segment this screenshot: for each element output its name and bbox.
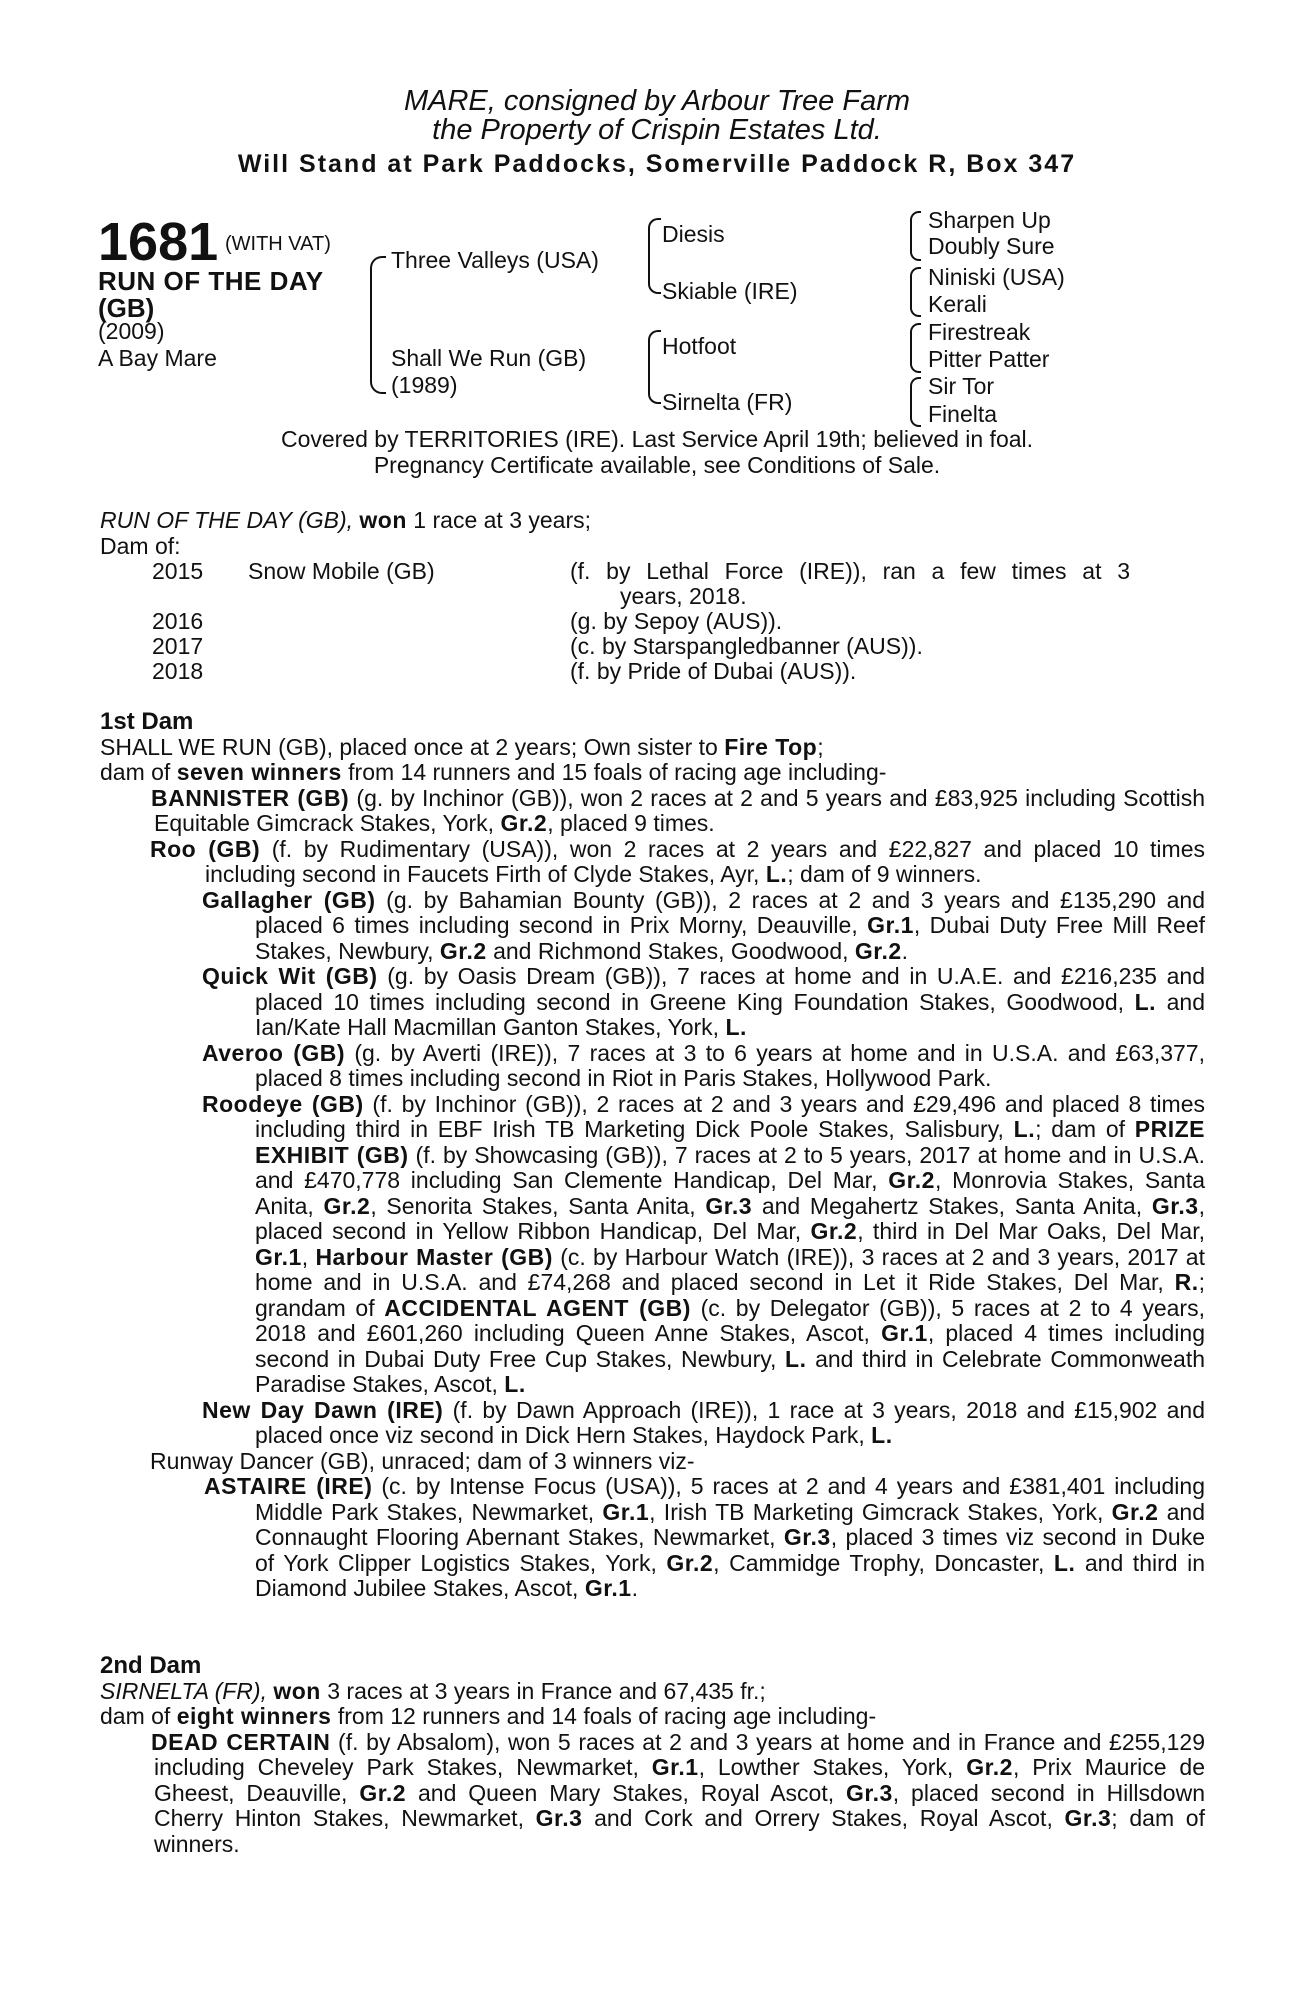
lot-number: 1681	[98, 212, 219, 272]
horse-name: Roodeye (GB)	[202, 1090, 364, 1117]
grade: Gr.2	[359, 1779, 407, 1806]
horse-name: DEAD CERTAIN	[151, 1728, 331, 1755]
text: , Cammidge Trophy, Doncaster,	[713, 1549, 1054, 1576]
text: (f. by Dawn Approach (IRE)), 1 race at 3 years, 2018 and £15,902 and placed once viz second in Dick Hern Stakes, Haydock Park,	[255, 1396, 1206, 1448]
entry-runway-dancer: Runway Dancer (GB), unraced; dam of 3 winners viz-	[150, 1447, 695, 1474]
text: .	[631, 1575, 638, 1601]
grade: Gr.2	[666, 1549, 714, 1576]
text: ; dam of	[1035, 1116, 1135, 1142]
horse-name: Harbour Master (GB)	[315, 1243, 553, 1270]
grade: Gr.3	[705, 1192, 753, 1219]
grade: Gr.2	[854, 937, 902, 964]
horse-name: ACCIDENTAL AGENT (GB)	[384, 1294, 691, 1321]
grade: L.	[1134, 988, 1157, 1015]
grade: L.	[504, 1371, 526, 1397]
text: (g. by Oasis Dream (GB)), 7 races at home and in U.A.E. and £216,235 and placed 10 times including second in Greene King Foundation Stakes, Goodwood,	[255, 963, 1205, 1015]
pedigree-brace-ss	[910, 211, 921, 261]
text: .	[901, 937, 909, 964]
progeny-year: 2015	[152, 558, 204, 584]
text: (f. by Rudimentary (USA)), won 2 races at 2 years and £22,827 and placed 10 times including second in Faucets Firth of Clyde Stakes, Ayr,	[205, 835, 1205, 887]
pedigree-dam-dam: Sirnelta (FR)	[662, 389, 793, 415]
grade: Gr.1	[881, 1320, 928, 1346]
pedigree-dam-sire: Hotfoot	[662, 333, 737, 359]
text: , placed 3 times viz second in Duke of York Clipper Logistics Stakes, York,	[255, 1524, 1205, 1576]
text: and Ian/Kate Hall Macmillan Ganton Stakes, York,	[255, 988, 1206, 1040]
pedigree-dds: Sir Tor	[928, 373, 995, 399]
first-dam-produce	[100, 760, 1205, 786]
text: SHALL WE RUN (GB), placed once at 2 years; Own sister to	[100, 733, 725, 760]
text: and Richmond Stakes, Goodwood,	[486, 937, 855, 964]
text: , Senorita Stakes, Santa Anita,	[370, 1192, 706, 1219]
dam-of-label: Dam of:	[100, 533, 181, 559]
text: (c. by Intense Focus (USA)), 5 races at 2 and 4 years and £381,401 including Middle Park Stakes, Newmarket,	[255, 1473, 1205, 1525]
grade: Gr.1	[584, 1575, 632, 1601]
progeny-name: Snow Mobile (GB)	[248, 558, 435, 584]
text: (c. by Harbour Watch (IRE)), 3 races at 2 and 3 years, 2017 at home and in U.S.A. and £74,268 and placed second in Let it Ride Stakes, Del Mar,	[255, 1243, 1205, 1295]
grade: Gr.1	[867, 912, 914, 938]
grade: Gr.3	[783, 1524, 831, 1550]
text: ; dam of winners.	[154, 1805, 1205, 1857]
grade: L.	[1053, 1549, 1076, 1576]
stand-location: Will Stand at Park Paddocks, Somerville Paddock R, Box 347	[237, 150, 1077, 178]
text: and third in Diamond Jubilee Stakes, Ascot,	[255, 1549, 1205, 1601]
text: (f. by Inchinor (GB)), 2 races at 2 and 3 years and £29,496 and placed 8 times including third in EBF Irish TB Marketing Dick Poole Stakes, Salisbury,	[255, 1090, 1206, 1142]
winners-count: seven winners	[176, 759, 342, 785]
entry-roo	[100, 837, 1205, 888]
text: ;	[817, 733, 824, 760]
grade: Gr.1	[651, 1754, 699, 1780]
progeny-detail: (c. by Starspangledbanner (AUS)).	[570, 633, 923, 659]
text: , placed second in Yellow Ribbon Handicap, Del Mar,	[255, 1192, 1205, 1244]
progeny-detail-cont: years, 2018.	[620, 583, 747, 609]
progeny-year: 2016	[152, 608, 204, 634]
second-dam-section	[100, 1653, 1205, 1857]
grade: R.	[1174, 1269, 1199, 1295]
pedigree-ssd: Doubly Sure	[928, 233, 1055, 259]
progeny-year: 2017	[152, 633, 204, 659]
text: dam of	[100, 1703, 177, 1729]
mare-won: won	[359, 507, 407, 533]
grade: Gr.2	[1111, 1498, 1159, 1525]
pedigree-dam: Shall We Run (GB)	[391, 345, 587, 371]
pedigree-brace-main	[370, 256, 386, 394]
text: (f. by Showcasing (GB)), 7 races at 2 to 5 years, 2017 at home and in U.S.A. and £470,778 including San Clemente Handicap, Del Mar,	[255, 1141, 1205, 1193]
text: 3 races at 3 years in France and 67,435 fr.;	[320, 1677, 766, 1704]
consignor-line: MARE, consigned by Arbour Tree Farm	[403, 85, 911, 117]
pedigree-dsd: Pitter Patter	[928, 346, 1050, 372]
grade: Gr.2	[888, 1167, 935, 1193]
grade: L.	[725, 1014, 747, 1040]
grade: Gr.1	[602, 1498, 650, 1525]
grade: Gr.2	[810, 1218, 858, 1244]
horse-name: RUN OF THE DAY	[98, 266, 324, 296]
entry-bannister	[100, 786, 1205, 837]
grade: Gr.2	[323, 1192, 371, 1219]
grade: Gr.3	[1064, 1805, 1112, 1831]
entry-gallagher	[100, 888, 1205, 965]
pedigree-dss: Firestreak	[928, 319, 1031, 345]
pedigree-ddd: Finelta	[928, 401, 998, 427]
vat-label: (WITH VAT)	[225, 233, 331, 255]
progeny-detail: (g. by Sepoy (AUS)).	[570, 608, 783, 634]
text: (f. by Absalom), won 5 races at 2 and 3 years at home and in France and £255,129 including Cheveley Park Stakes, Newmarket,	[154, 1728, 1205, 1780]
pedigree-brace-sire	[648, 218, 661, 294]
horse-name: Gallagher (GB)	[202, 886, 376, 913]
text: (g. by Averti (IRE)), 7 races at 3 to 6 years at home and in U.S.A. and £63,377, placed 8 times including second in Riot in Paris Stakes, Hollywood Park.	[255, 1039, 1205, 1091]
text: , third in Del Mar Oaks, Del Mar,	[857, 1218, 1206, 1244]
text: , placed 9 times.	[547, 810, 715, 836]
grade: Gr.3	[846, 1779, 893, 1806]
grade: L.	[871, 1422, 893, 1448]
second-dam-summary	[100, 1679, 1205, 1705]
text: (c. by Delegator (GB)), 5 races at 2 to 4 years, 2018 and £601,260 including Queen Anne Stakes, Ascot,	[255, 1294, 1205, 1346]
text: from 12 runners and 14 foals of racing age including-	[331, 1703, 877, 1729]
horse-name: Roo (GB)	[150, 835, 261, 862]
grade: Gr.3	[1151, 1192, 1199, 1219]
text: and third in Celebrate Commonweath Paradise Stakes, Ascot,	[255, 1345, 1205, 1397]
pedigree-brace-dam	[648, 330, 661, 404]
grade: Gr.2	[966, 1754, 1013, 1780]
text: and Connaught Flooring Abernant Stakes, Newmarket,	[255, 1498, 1206, 1550]
mare-name: RUN OF THE DAY (GB),	[100, 507, 354, 533]
covered-line: Covered by TERRITORIES (IRE). Last Service April 19th; believed in foal.	[280, 426, 1034, 452]
text: (g. by Bahamian Bounty (GB)), 2 races at 2 and 3 years and £135,290 and placed 6 times including second in Prix Morny, Deauville,	[255, 886, 1205, 938]
mare-record	[100, 508, 591, 533]
text: , Lowther Stakes, York,	[698, 1754, 967, 1780]
horse-name: ASTAIRE (IRE)	[204, 1473, 373, 1499]
sibling-name: Fire Top	[724, 733, 818, 760]
grade: L.	[1013, 1116, 1036, 1142]
horse-name: New Day Dawn (IRE)	[202, 1396, 444, 1423]
entry-roodeye	[100, 1092, 1205, 1398]
entry-quick-wit	[100, 964, 1205, 1041]
horse-name: BANNISTER (GB)	[151, 784, 350, 811]
grade: L.	[765, 861, 788, 887]
entry-averoo	[100, 1041, 1205, 1092]
pedigree-brace-sd	[910, 267, 921, 317]
text: , Dubai Duty Free Mill Reef Stakes, Newbury,	[255, 912, 1206, 964]
won: won	[273, 1677, 321, 1704]
pedigree-brace-ds	[910, 323, 921, 373]
grade: Gr.3	[535, 1805, 583, 1831]
dam-name: SIRNELTA (FR),	[100, 1677, 267, 1704]
grade: Gr.2	[500, 810, 548, 836]
pregnancy-line: Pregnancy Certificate available, see Conditions of Sale.	[373, 452, 941, 478]
text: from 14 runners and 15 foals of racing age including-	[341, 759, 887, 785]
progeny-detail: (f. by Lethal Force (IRE)), ran a few times at 3	[570, 558, 1130, 584]
text: , Monrovia Stakes, Santa Anita,	[255, 1167, 1205, 1219]
grade: Gr.1	[255, 1243, 302, 1270]
second-dam-heading: 2nd Dam	[100, 1652, 202, 1679]
entry-dead-certain	[100, 1730, 1205, 1858]
pedigree-sds: Niniski (USA)	[928, 264, 1065, 290]
first-dam-summary	[100, 735, 1205, 761]
pedigree-brace-dd	[910, 377, 921, 427]
text: , placed second in Hillsdown Cherry Hinton Stakes, Newmarket,	[154, 1779, 1205, 1831]
text: ; dam of 9 winners.	[787, 861, 982, 887]
text: ; grandam of	[255, 1269, 1205, 1321]
horse-name: Quick Wit (GB)	[202, 963, 378, 989]
pedigree-sire: Three Valleys (USA)	[391, 247, 599, 273]
pedigree-sire-dam: Skiable (IRE)	[662, 278, 798, 304]
pedigree-sire-sire: Diesis	[662, 221, 725, 247]
horse-name: PRIZE EXHIBIT (GB)	[255, 1116, 1206, 1168]
text: , Prix Maurice de Gheest, Deauville,	[154, 1754, 1205, 1806]
mare-record-text: 1 race at 3 years;	[406, 507, 592, 533]
horse-year: (2009)	[98, 318, 165, 344]
text: ,	[301, 1243, 316, 1270]
horse-country: (GB)	[98, 293, 155, 323]
grade: L.	[785, 1345, 807, 1372]
entry-new-day-dawn	[100, 1398, 1205, 1449]
text: , Irish TB Marketing Gimcrack Stakes, York,	[649, 1498, 1112, 1525]
text: and Queen Mary Stakes, Royal Ascot,	[406, 1779, 847, 1806]
text: dam of	[100, 759, 177, 785]
text: and Cork and Orrery Stakes, Royal Ascot,	[582, 1805, 1065, 1831]
winners-count: eight winners	[176, 1703, 332, 1729]
progeny-detail: (f. by Pride of Dubai (AUS)).	[570, 658, 857, 684]
text: and Megahertz Stakes, Santa Anita,	[752, 1192, 1152, 1219]
pedigree-sdd: Kerali	[928, 291, 987, 317]
pedigree-dam-year: (1989)	[391, 372, 458, 398]
text: (g. by Inchinor (GB)), won 2 races at 2 and 5 years and £83,925 including Scottish Equitable Gimcrack Stakes, York,	[154, 784, 1205, 836]
second-dam-produce	[100, 1704, 1205, 1730]
property-line: the Property of Crispin Estates Ltd.	[432, 114, 882, 146]
text: , placed 4 times including second in Dubai Duty Free Cup Stakes, Newbury,	[255, 1320, 1205, 1372]
first-dam-section	[100, 709, 1205, 1602]
entry-astaire	[100, 1474, 1205, 1602]
progeny-year: 2018	[152, 658, 204, 684]
horse-description: A Bay Mare	[98, 345, 217, 371]
pedigree-sss: Sharpen Up	[928, 207, 1051, 233]
first-dam-heading: 1st Dam	[100, 708, 194, 735]
horse-name: Averoo (GB)	[202, 1039, 346, 1066]
grade: Gr.2	[439, 937, 487, 964]
